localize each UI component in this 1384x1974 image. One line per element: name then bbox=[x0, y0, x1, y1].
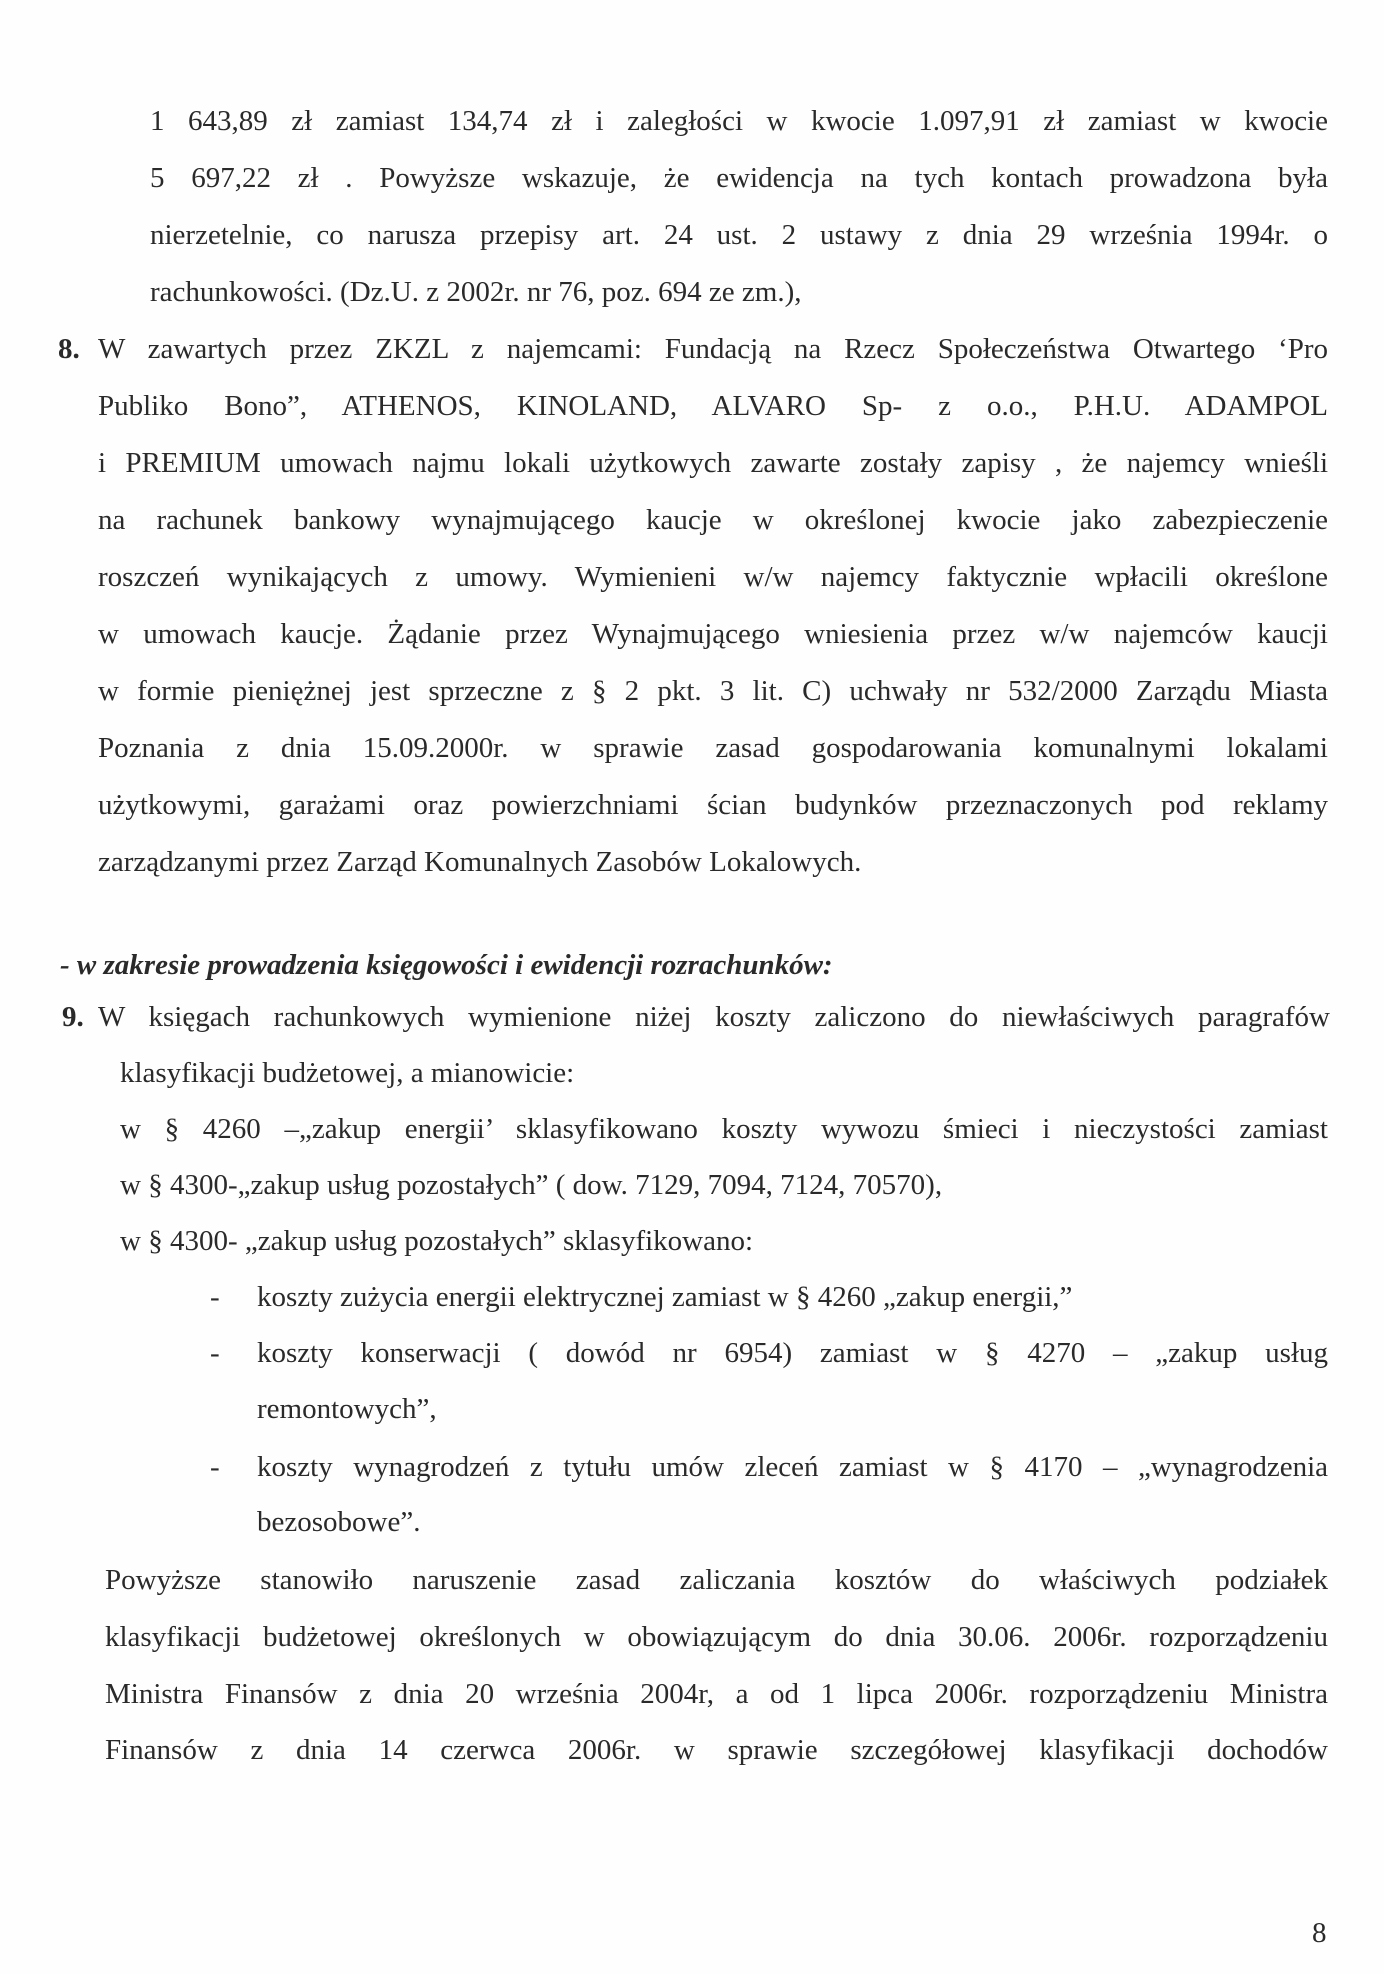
paragraph-line: w formie pieniężnej jest sprzeczne z § 2 pkt. 3 lit. C) uchwały nr 532/2000 Zarządu Miasta bbox=[98, 675, 1328, 707]
paragraph-line: nierzetelnie, co narusza przepisy art. 24 ust. 2 ustawy z dnia 29 września 1994r. o bbox=[150, 219, 1328, 251]
paragraph-line: 1 643,89 zł zamiast 134,74 zł i zaległości w kwocie 1.097,91 zł zamiast w kwocie bbox=[150, 105, 1328, 137]
paragraph-line: Ministra Finansów z dnia 20 września 2004r, a od 1 lipca 2006r. rozporządzeniu Ministra bbox=[105, 1678, 1328, 1710]
paragraph-line: w § 4260 –„zakup energii’ sklasyfikowano koszty wywozu śmieci i nieczystości zamiast bbox=[120, 1113, 1328, 1145]
page-number: 8 bbox=[1312, 1917, 1327, 1949]
paragraph-line: W księgach rachunkowych wymienione niżej koszty zaliczono do niewłaściwych paragrafów bbox=[98, 1001, 1330, 1033]
section-heading: - w zakresie prowadzenia księgowości i ewidencji rozrachunków: bbox=[60, 949, 833, 981]
paragraph-line: klasyfikacji budżetowej, a mianowicie: bbox=[120, 1057, 575, 1089]
paragraph-line: i PREMIUM umowach najmu lokali użytkowych zawarte zostały zapisy , że najemcy wnieśli bbox=[98, 447, 1328, 479]
paragraph-line: klasyfikacji budżetowej określonych w obowiązującym do dnia 30.06. 2006r. rozporządzeniu bbox=[105, 1621, 1328, 1653]
bullet-line: bezosobowe”. bbox=[257, 1506, 421, 1538]
paragraph-line: W zawartych przez ZKZL z najemcami: Fundacją na Rzecz Społeczeństwa Otwartego ‘Pro bbox=[98, 333, 1328, 365]
paragraph-line: w umowach kaucje. Żądanie przez Wynajmującego wniesienia przez w/w najemców kaucji bbox=[98, 618, 1328, 650]
list-number: 8. bbox=[58, 333, 80, 365]
bullet-line: koszty zużycia energii elektrycznej zamiast w § 4260 „zakup energii,” bbox=[257, 1281, 1073, 1313]
bullet-line: koszty wynagrodzeń z tytułu umów zleceń zamiast w § 4170 – „wynagrodzenia bbox=[257, 1451, 1328, 1483]
paragraph-line: w § 4300-„zakup usług pozostałych” ( dow. 7129, 7094, 7124, 70570), bbox=[120, 1169, 943, 1201]
paragraph-line: zarządzanymi przez Zarząd Komunalnych Zasobów Lokalowych. bbox=[98, 846, 862, 878]
paragraph-line: Poznania z dnia 15.09.2000r. w sprawie zasad gospodarowania komunalnymi lokalami bbox=[98, 732, 1328, 764]
paragraph-line: w § 4300- „zakup usług pozostałych” sklasyfikowano: bbox=[120, 1225, 754, 1257]
bullet-dash: - bbox=[210, 1451, 220, 1483]
list-number: 9. bbox=[62, 1001, 84, 1033]
bullet-dash: - bbox=[210, 1337, 220, 1369]
paragraph-line: Publiko Bono”, ATHENOS, KINOLAND, ALVARO Sp- z o.o., P.H.U. ADAMPOL bbox=[98, 390, 1328, 422]
paragraph-line: roszczeń wynikających z umowy. Wymienieni w/w najemcy faktycznie wpłacili określone bbox=[98, 561, 1328, 593]
paragraph-line: Powyższe stanowiło naruszenie zasad zaliczania kosztów do właściwych podziałek bbox=[105, 1564, 1328, 1596]
paragraph-line: rachunkowości. (Dz.U. z 2002r. nr 76, poz. 694 ze zm.), bbox=[150, 276, 802, 308]
bullet-line: koszty konserwacji ( dowód nr 6954) zamiast w § 4270 – „zakup usług bbox=[257, 1337, 1328, 1369]
paragraph-line: użytkowymi, garażami oraz powierzchniami ścian budynków przeznaczonych pod reklamy bbox=[98, 789, 1328, 821]
bullet-dash: - bbox=[210, 1281, 220, 1313]
bullet-line: remontowych”, bbox=[257, 1393, 437, 1425]
paragraph-line: Finansów z dnia 14 czerwca 2006r. w sprawie szczegółowej klasyfikacji dochodów bbox=[105, 1734, 1328, 1766]
paragraph-line: 5 697,22 zł . Powyższe wskazuje, że ewidencja na tych kontach prowadzona była bbox=[150, 162, 1328, 194]
paragraph-line: na rachunek bankowy wynajmującego kaucje w określonej kwocie jako zabezpieczenie bbox=[98, 504, 1328, 536]
